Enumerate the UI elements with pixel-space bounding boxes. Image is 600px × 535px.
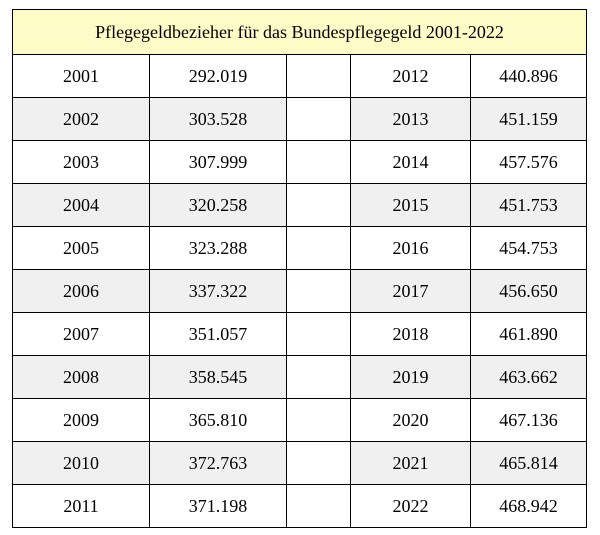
table-row (13, 55, 587, 98)
year-cell-right: 2012 (351, 55, 471, 98)
spacer-cell (287, 442, 351, 485)
value-cell-left: 303.528 (150, 98, 287, 141)
table-row (13, 442, 587, 485)
year-cell-right: 2013 (351, 98, 471, 141)
spacer-cell (287, 313, 351, 356)
year-cell-left: 2008 (13, 356, 150, 399)
year-cell-right: 2014 (351, 141, 471, 184)
spacer-cell (287, 485, 351, 528)
value-cell-right: 451.753 (471, 184, 587, 227)
spacer-cell (287, 98, 351, 141)
table-row (13, 270, 587, 313)
value-cell-left: 371.198 (150, 485, 287, 528)
year-cell-right: 2017 (351, 270, 471, 313)
spacer-cell (287, 55, 351, 98)
value-cell-left: 358.545 (150, 356, 287, 399)
year-cell-right: 2020 (351, 399, 471, 442)
title-row (13, 10, 587, 55)
value-cell-left: 292.019 (150, 55, 287, 98)
table-title: Pflegegeldbezieher für das Bundespflegegeld 2001-2022 (13, 10, 587, 55)
table-row (13, 313, 587, 356)
year-cell-right: 2021 (351, 442, 471, 485)
year-cell-right: 2022 (351, 485, 471, 528)
year-cell-right: 2015 (351, 184, 471, 227)
value-cell-right: 451.159 (471, 98, 587, 141)
value-cell-right: 454.753 (471, 227, 587, 270)
value-cell-right: 467.136 (471, 399, 587, 442)
year-cell-left: 2004 (13, 184, 150, 227)
year-cell-left: 2005 (13, 227, 150, 270)
year-cell-left: 2011 (13, 485, 150, 528)
spacer-cell (287, 399, 351, 442)
table-row (13, 184, 587, 227)
value-cell-right: 463.662 (471, 356, 587, 399)
beneficiaries-table (12, 9, 587, 528)
spacer-cell (287, 184, 351, 227)
year-cell-left: 2009 (13, 399, 150, 442)
value-cell-left: 372.763 (150, 442, 287, 485)
value-cell-left: 320.258 (150, 184, 287, 227)
year-cell-left: 2006 (13, 270, 150, 313)
table-row (13, 485, 587, 528)
value-cell-left: 307.999 (150, 141, 287, 184)
spacer-cell (287, 141, 351, 184)
table-row (13, 399, 587, 442)
value-cell-left: 351.057 (150, 313, 287, 356)
value-cell-left: 337.322 (150, 270, 287, 313)
value-cell-right: 457.576 (471, 141, 587, 184)
table-row (13, 98, 587, 141)
table-row (13, 141, 587, 184)
year-cell-left: 2007 (13, 313, 150, 356)
value-cell-right: 440.896 (471, 55, 587, 98)
year-cell-left: 2010 (13, 442, 150, 485)
table-row (13, 356, 587, 399)
year-cell-left: 2002 (13, 98, 150, 141)
value-cell-right: 456.650 (471, 270, 587, 313)
year-cell-right: 2016 (351, 227, 471, 270)
value-cell-left: 323.288 (150, 227, 287, 270)
year-cell-right: 2019 (351, 356, 471, 399)
table-row (13, 227, 587, 270)
value-cell-right: 465.814 (471, 442, 587, 485)
spacer-cell (287, 356, 351, 399)
year-cell-left: 2001 (13, 55, 150, 98)
spacer-cell (287, 270, 351, 313)
value-cell-right: 461.890 (471, 313, 587, 356)
year-cell-right: 2018 (351, 313, 471, 356)
value-cell-right: 468.942 (471, 485, 587, 528)
spacer-cell (287, 227, 351, 270)
year-cell-left: 2003 (13, 141, 150, 184)
value-cell-left: 365.810 (150, 399, 287, 442)
